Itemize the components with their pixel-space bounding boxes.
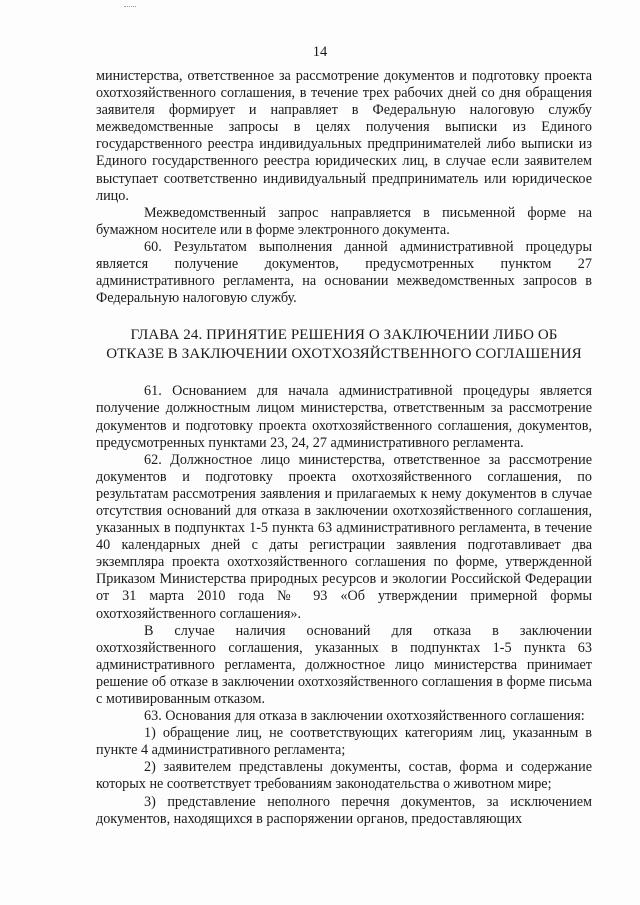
document-body <box>96 68 592 828</box>
list-item-2: 2) заявителем представлены документы, состав, форма и содержание которых не соответствует требованиям законодательства о животном мире; <box>96 759 592 793</box>
scan-edge-mark <box>124 6 136 8</box>
paragraph-refusal-case: В случае наличия оснований для отказа в заключении охотхозяйственного соглашения, указанных в подпунктах 1-5 пункта 63 административного регламента, должностное лицо министерства принимает решение об отказе в заключении охотхозяйственного соглашения в форме письма с мотивированным отказом. <box>96 622 592 707</box>
list-item-3: 3) представление неполного перечня документов, за исключением документов, находящихся в распоряжении органов, предоставляющих <box>96 793 592 827</box>
paragraph-60: 60. Результатом выполнения данной административной процедуры является получение документов, предусмотренных пунктом 27 административного регламента, на основании межведомственных запросов в Федеральную налоговую службу. <box>96 238 592 307</box>
chapter-heading-line-1: ГЛАВА 24. ПРИНЯТИЕ РЕШЕНИЯ О ЗАКЛЮЧЕНИИ ЛИБО ОБ <box>130 327 558 344</box>
paragraph-interagency-request: Межведомственный запрос направляется в письменной форме на бумажном носителе или в форме электронного документа. <box>96 204 592 238</box>
list-item-1: 1) обращение лиц, не соответствующих категориям лиц, указанным в пункте 4 административного регламента; <box>96 725 592 759</box>
paragraph-62: 62. Должностное лицо министерства, ответственное за рассмотрение документов и подготовку проекта охотхозяйственного соглашения, по результатам рассмотрения заявления и прилагаемых к нему документов в случае отсутствия оснований для отказа в заключении охотхозяйственного соглашения, указанных в подпунктах 1-5 пункта 63 административного регламента, в течение 40 календарных дней с даты регистрации заявления подготавливает два экземпляра проекта охотхозяйственного соглашения по форме, утвержденной Приказом Министерства природных ресурсов и экологии Российской Федерации от 31 марта 2010 года № 93 «Об утверждении примерной формы охотхозяйственного соглашения». <box>96 451 592 622</box>
chapter-heading-line-2: ОТКАЗЕ В ЗАКЛЮЧЕНИИ ОХОТХОЗЯЙСТВЕННОГО СОГЛАШЕНИЯ <box>106 346 582 363</box>
paragraph-continuation: министерства, ответственное за рассмотрение документов и подготовку проекта охотхозяйственного соглашения, в течение трех рабочих дней со дня обращения заявителя формирует и направляет в Федеральную налоговую службу межведомственные запросы в целях получения выписки из Единого государственного реестра индивидуальных предпринимателей либо выписки из Единого государственного реестра юридических лиц, в случае если заявителем выступает соответственно индивидуальный предприниматель или юридическое лицо. <box>96 68 592 204</box>
chapter-heading <box>96 326 592 364</box>
paragraph-63: 63. Основания для отказа в заключении охотхозяйственного соглашения: <box>144 708 585 725</box>
paragraph-61: 61. Основанием для начала административной процедуры является получение должностным лицом министерства, ответственным за рассмотрение документов и подготовку проекта охотхозяйственного соглашения, документов, предусмотренных пунктами 23, 24, 27 административного регламента. <box>96 383 592 451</box>
page-number: 14 <box>312 44 328 60</box>
